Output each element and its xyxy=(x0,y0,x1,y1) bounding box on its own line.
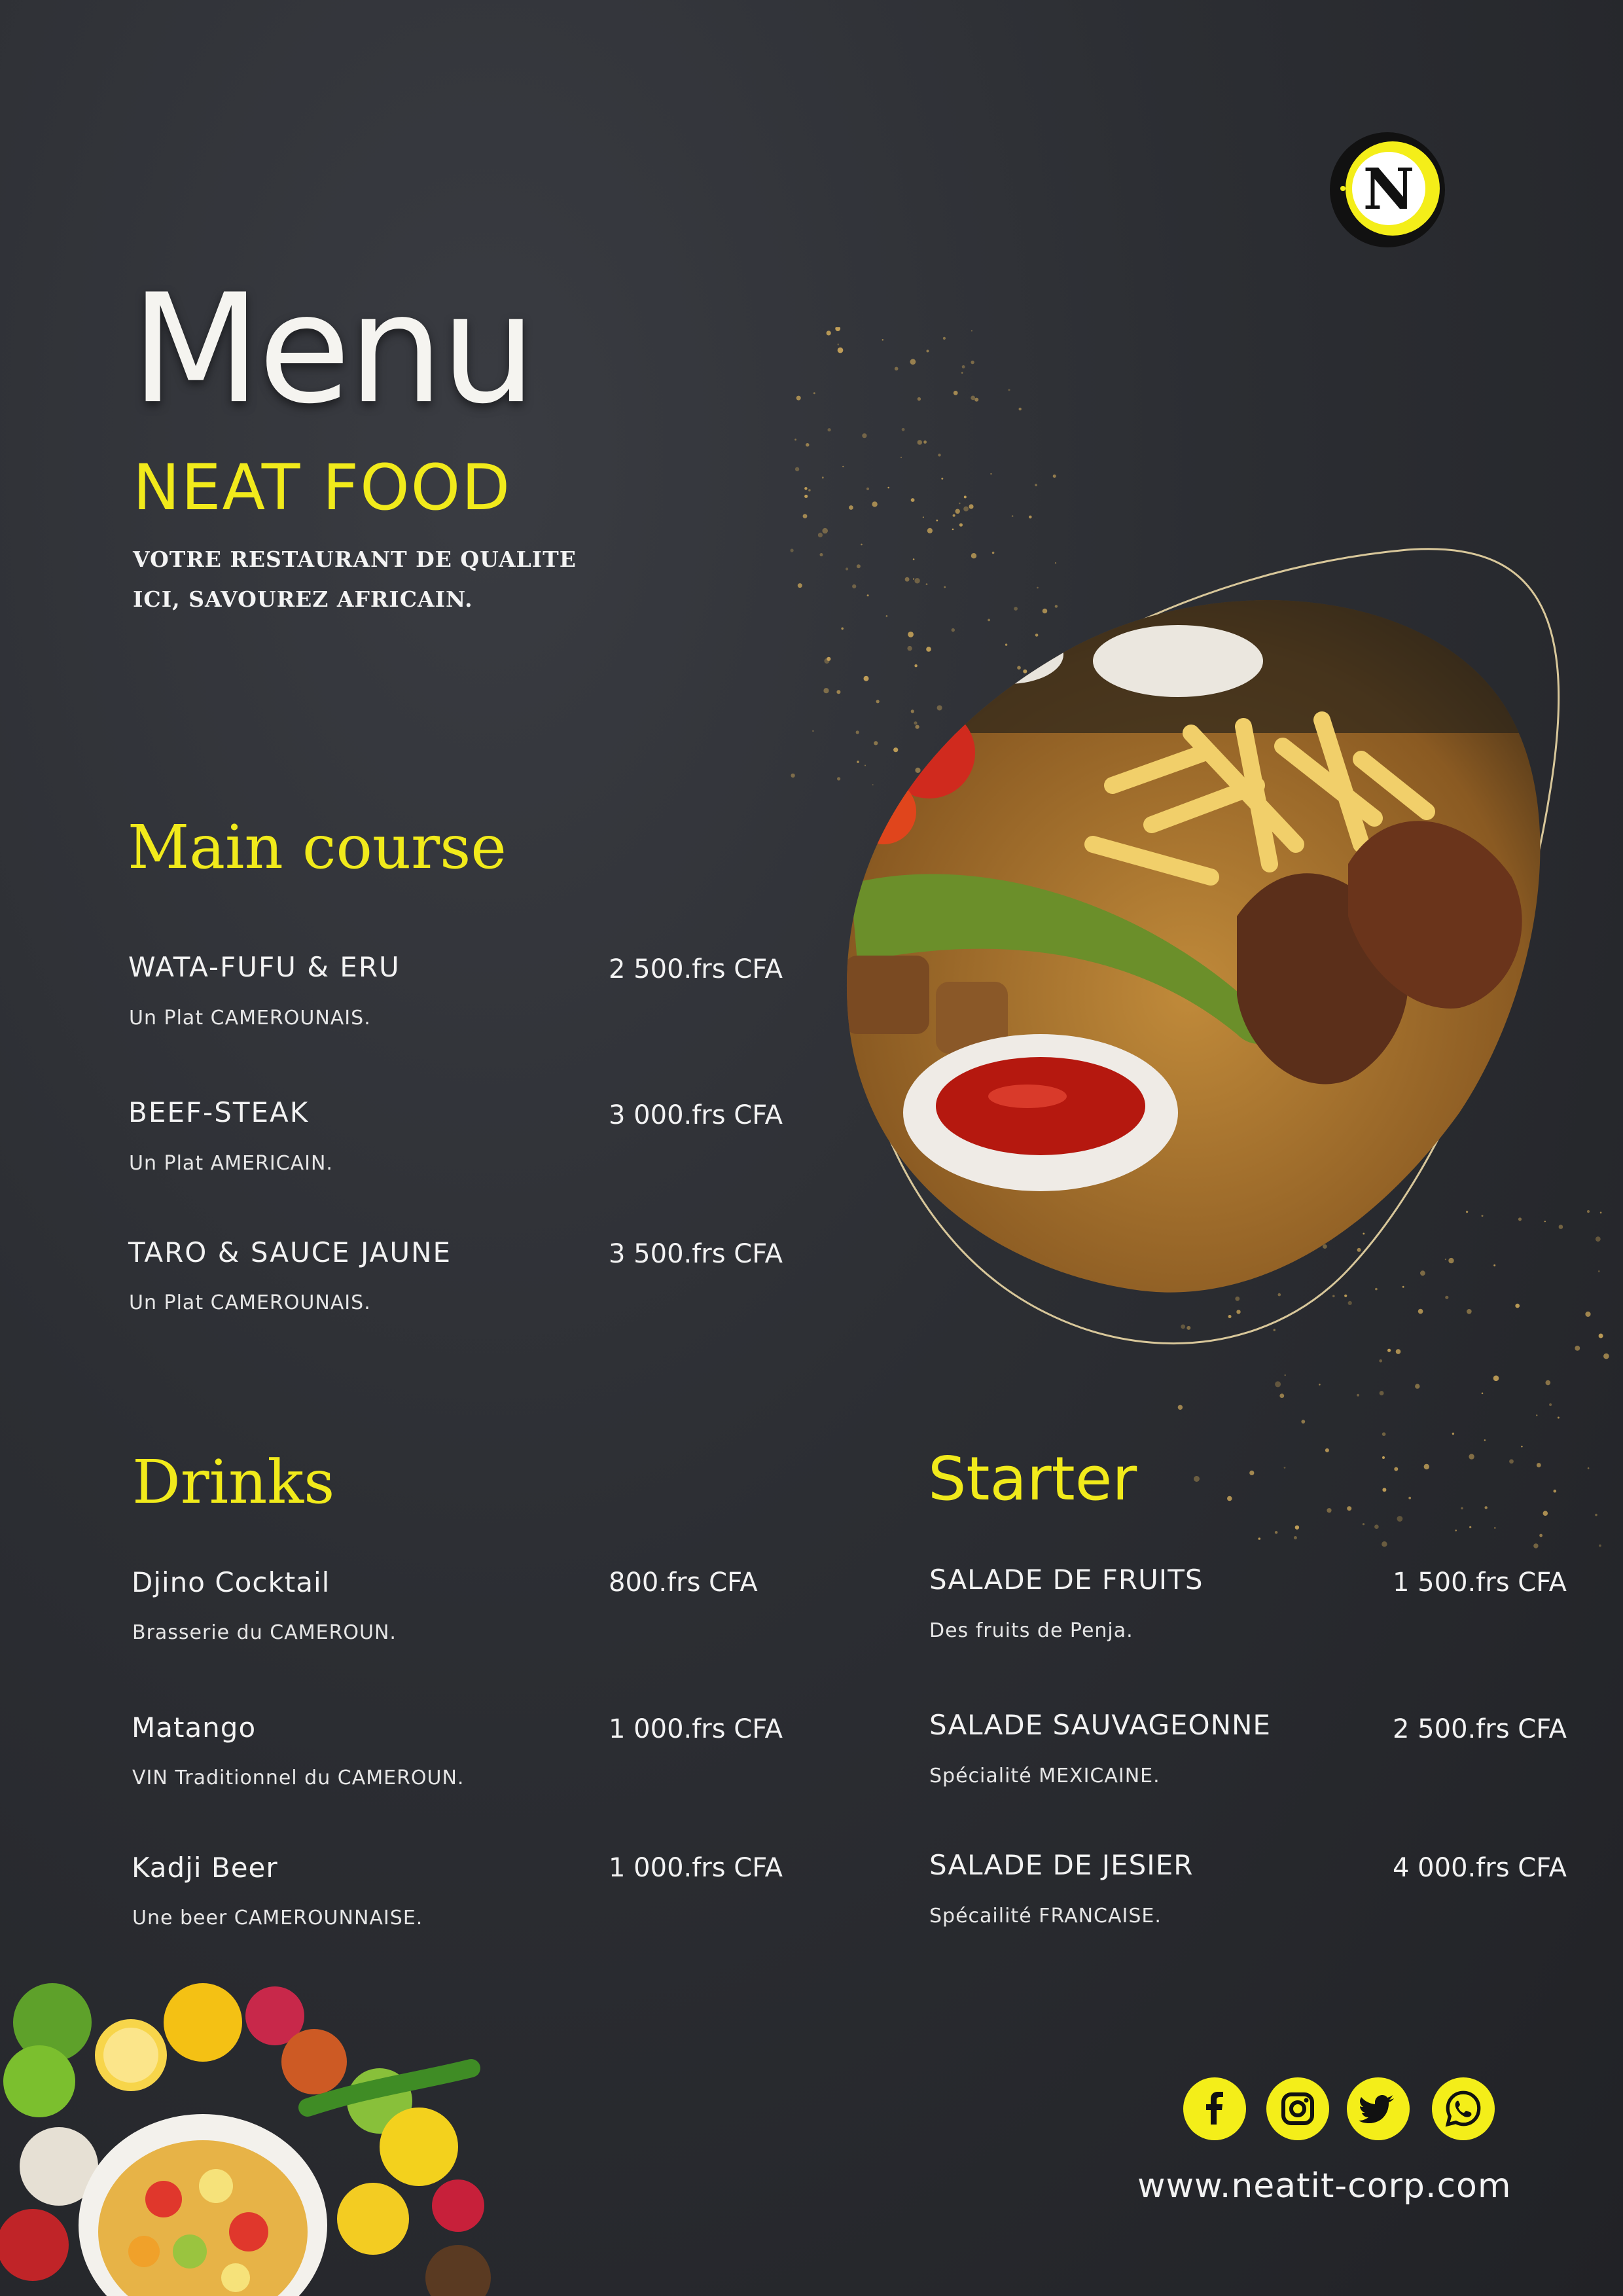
drinks-item-name: Kadji Beer xyxy=(132,1852,278,1884)
drinks-item-desc: VIN Traditionnel du CAMEROUN. xyxy=(132,1767,465,1789)
drinks-item-price: 1 000.frs CFA xyxy=(609,1714,783,1744)
starter-item-price: 4 000.frs CFA xyxy=(1393,1853,1567,1883)
starter-item-name: SALADE DE FRUITS xyxy=(929,1564,1204,1596)
vegetables-salad-image xyxy=(0,1970,497,2296)
starter-title: Starter xyxy=(928,1444,1137,1514)
instagram-icon[interactable] xyxy=(1266,2077,1329,2140)
starter-item-desc: Spécailité FRANCAISE. xyxy=(929,1905,1162,1928)
drinks-item-name: Matango xyxy=(132,1712,257,1744)
website-link[interactable]: www.neatit-corp.com xyxy=(1137,2166,1512,2206)
restaurant-name: NEAT FOOD xyxy=(133,451,512,524)
starter-item-desc: Des fruits de Penja. xyxy=(929,1619,1133,1642)
twitter-icon[interactable] xyxy=(1347,2077,1410,2140)
drinks-item-desc: Une beer CAMEROUNNAISE. xyxy=(132,1907,423,1929)
drinks-item-price: 800.frs CFA xyxy=(609,1568,758,1598)
main-course-item-name: BEEF-STEAK xyxy=(128,1096,310,1128)
main-course-title: Main course xyxy=(128,812,507,882)
main-course-item-desc: Un Plat AMERICAIN. xyxy=(129,1152,333,1175)
main-course-item-price: 3 000.frs CFA xyxy=(609,1100,783,1130)
facebook-icon[interactable] xyxy=(1183,2077,1246,2140)
starter-item-price: 1 500.frs CFA xyxy=(1393,1568,1567,1598)
tagline-line-2: ICI, SAVOUREZ AFRICAIN. xyxy=(133,586,473,612)
main-course-item-name: TARO & SAUCE JAUNE xyxy=(128,1236,452,1268)
main-course-item-desc: Un Plat CAMEROUNAIS. xyxy=(129,1007,371,1030)
logo-letter: N xyxy=(1363,156,1415,223)
tagline-line-1: VOTRE RESTAURANT DE QUALITE xyxy=(133,547,577,572)
food-plate-image xyxy=(785,537,1590,1368)
main-course-item-price: 2 500.frs CFA xyxy=(609,954,783,984)
starter-item-name: SALADE DE JESIER xyxy=(929,1849,1194,1881)
page-title: Menu xyxy=(131,262,534,437)
main-course-item-price: 3 500.frs CFA xyxy=(609,1239,783,1269)
drinks-item-name: Djino Cocktail xyxy=(132,1566,330,1598)
whatsapp-icon[interactable] xyxy=(1432,2077,1495,2140)
drinks-item-price: 1 000.frs CFA xyxy=(609,1853,783,1883)
brand-logo xyxy=(1329,131,1446,249)
starter-item-desc: Spécialité MEXICAINE. xyxy=(929,1765,1160,1787)
drinks-title: Drinks xyxy=(132,1447,335,1517)
drinks-item-desc: Brasserie du CAMEROUN. xyxy=(132,1621,397,1644)
main-course-item-name: WATA-FUFU & ERU xyxy=(128,951,401,983)
starter-item-price: 2 500.frs CFA xyxy=(1393,1714,1567,1744)
starter-item-name: SALADE SAUVAGEONNE xyxy=(929,1709,1271,1741)
main-course-item-desc: Un Plat CAMEROUNAIS. xyxy=(129,1291,371,1314)
